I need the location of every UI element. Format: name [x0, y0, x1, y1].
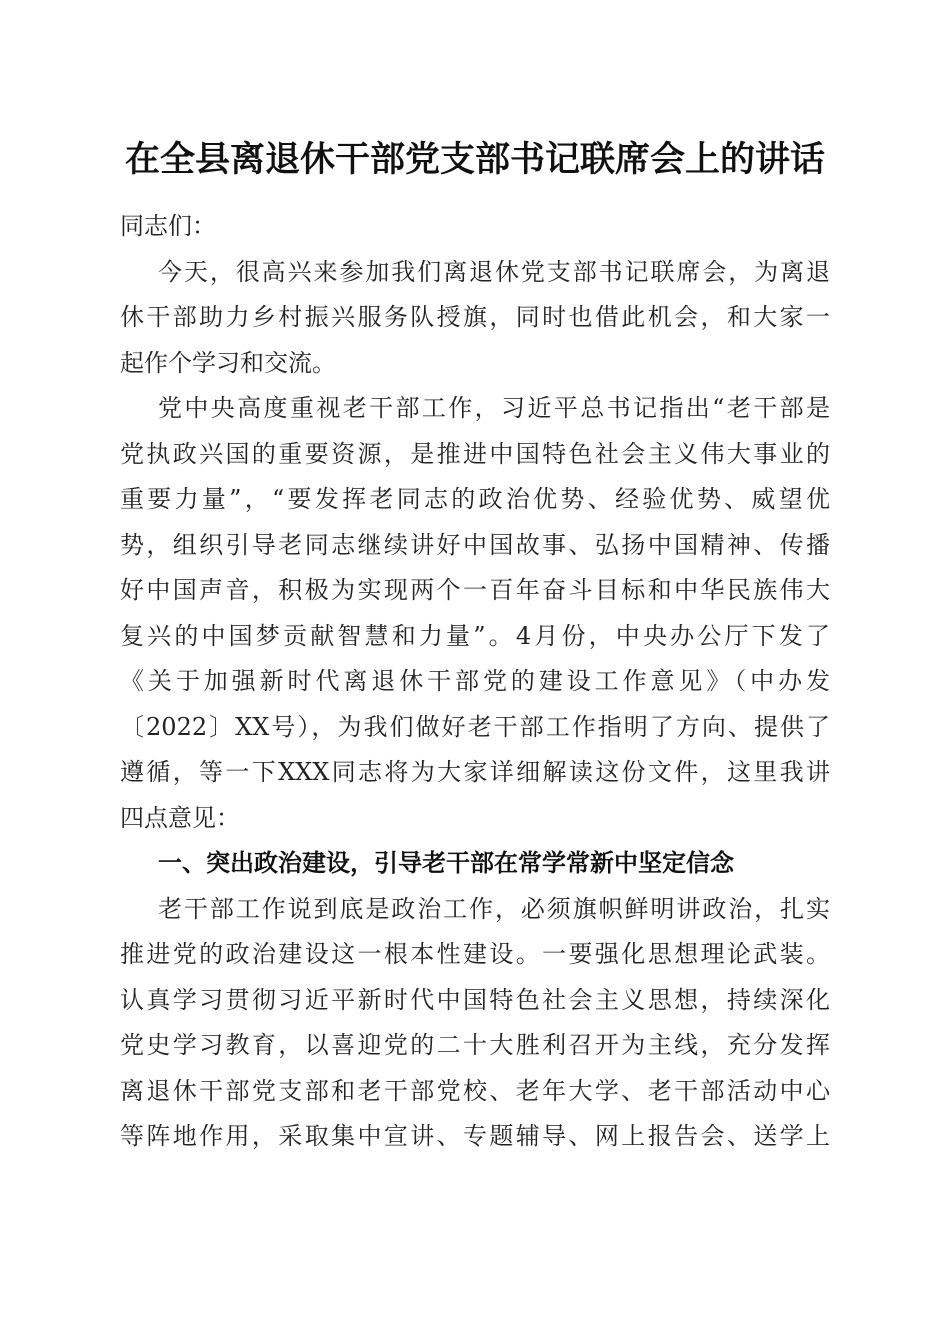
section-heading-1: 一、突出政治建设，引导老干部在常学常新中坚定信念 [158, 849, 734, 877]
paragraph-2 [120, 386, 830, 841]
paragraph-line: 起作个学习和交流。 [120, 348, 336, 377]
paragraph-line: 党中央高度重视老干部工作，习近平总书记指出“老干部是 [158, 394, 830, 422]
paragraph-line: 等阵地作用，采取集中宣讲、专题辅导、网上报告会、送学上 [120, 1122, 830, 1150]
paragraph-1 [120, 250, 830, 387]
paragraph-line: 四点意见： [120, 803, 240, 832]
paragraph-3 [120, 887, 830, 1160]
paragraph-line: 休干部助力乡村振兴服务队授旗，同时也借此机会，和大家一 [120, 303, 830, 331]
paragraph-line: 今天，很高兴来参加我们离退休党支部书记联席会，为离退 [158, 257, 830, 286]
paragraph-line: 认真学习贯彻习近平新时代中国特色社会主义思想，持续深化 [120, 985, 830, 1014]
salutation: 同志们： [120, 212, 216, 240]
paragraph-line: 推进党的政治建设这一根本性建设。一要强化思想理论武装。 [120, 940, 830, 968]
paragraph-line: 党执政兴国的重要资源，是推进中国特色社会主义伟大事业的 [120, 439, 830, 468]
paragraph-line: 〔2022〕XX号），为我们做好老干部工作指明了方向、提供了 [120, 712, 830, 741]
paragraph-line: 遵循，等一下XXX同志将为大家详细解读这份文件，这里我讲 [120, 758, 830, 786]
paragraph-line: 《关于加强新时代离退休干部党的建设工作意见》（中办发 [120, 667, 830, 695]
document-title: 在全县离退休干部党支部书记联席会上的讲话 [124, 139, 825, 180]
paragraph-line: 重要力量”，“要发挥老同志的政治优势、经验优势、威望优 [120, 485, 830, 513]
paragraph-line: 好中国声音，积极为实现两个一百年奋斗目标和中华民族伟大 [120, 576, 830, 604]
document-body [120, 204, 830, 1160]
paragraph-line: 离退休干部党支部和老干部党校、老年大学、老干部活动中心 [120, 1076, 830, 1105]
paragraph-line: 党史学习教育，以喜迎党的二十大胜利召开为主线，充分发挥 [120, 1031, 830, 1059]
paragraph-line: 老干部工作说到底是政治工作，必须旗帜鲜明讲政治，扎实 [158, 894, 830, 923]
paragraph-line: 复兴的中国梦贡献智慧和力量”。4月份，中央办公厅下发了 [120, 621, 830, 650]
paragraph-line: 势，组织引导老同志继续讲好中国故事、弘扬中国精神、传播 [120, 530, 830, 559]
